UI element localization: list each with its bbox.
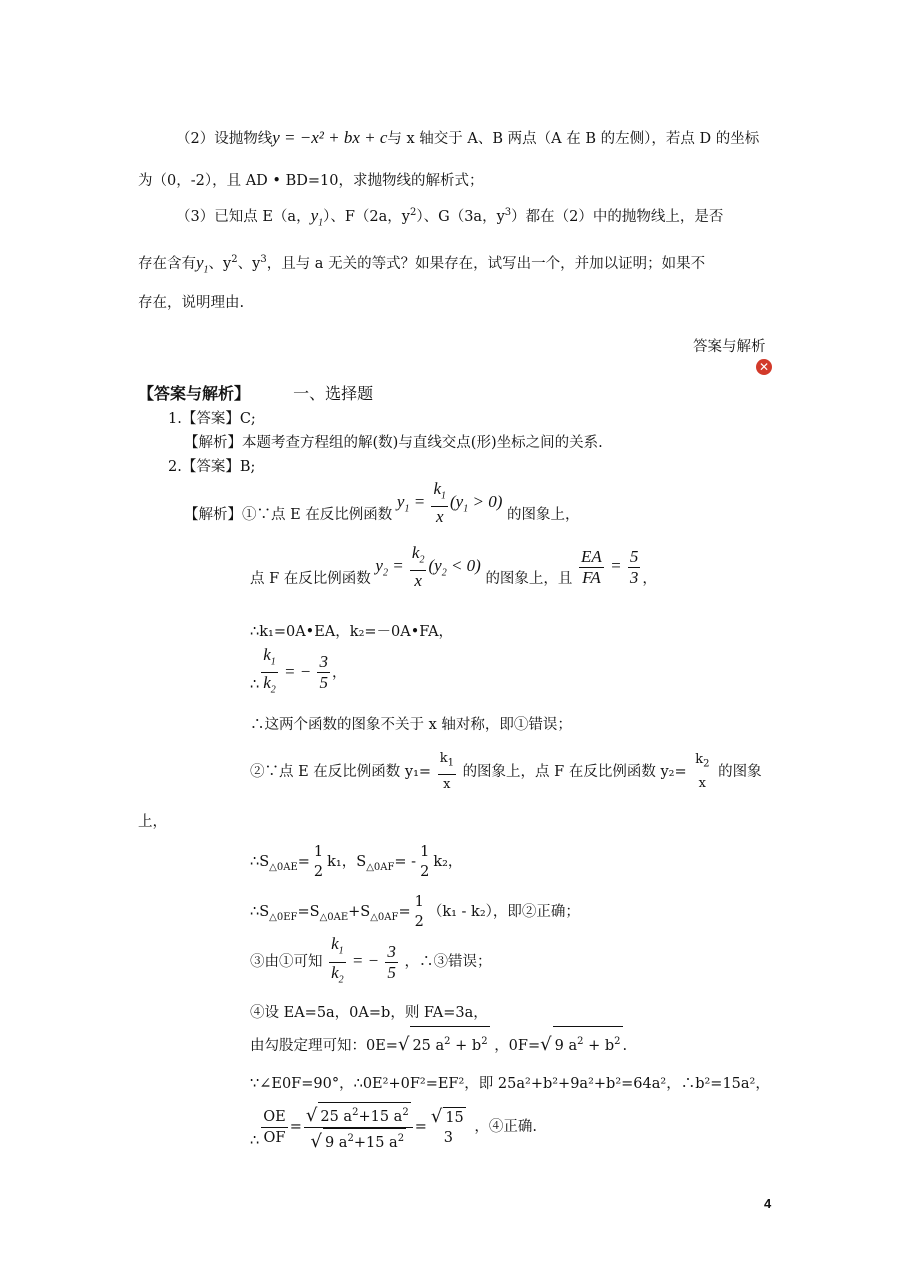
- a2-e8c: = -: [394, 854, 417, 870]
- q3-l2a: 存在含有: [138, 255, 196, 272]
- q2-line2: 为（0，-2），且 AD • BD=10，求抛物线的解析式；: [138, 173, 484, 189]
- q2-suffix: 与 x 轴交于 A、B 两点（A 在 B 的左侧），若点 D 的坐标: [387, 131, 760, 147]
- a2-e9d: （k₁ - k₂），即②正确；: [427, 904, 580, 920]
- a2-e1b: 的图象上，: [506, 507, 580, 523]
- answer2-line10: ③由①可知 $\frac{k_1}{k_2}$ = − $\frac{3}{5}$ ，∴③错误；: [250, 934, 492, 985]
- a2-e12b: ，0F=: [494, 1037, 541, 1054]
- answer2-number: 2.【答案】B;: [168, 459, 256, 475]
- close-icon[interactable]: ✕: [756, 359, 772, 375]
- answer2-line13: ∵∠E0F=90°，∴0E²+0F²=EF²，即 25a²+b²+9a²+b²=64a²，∴b²=15a²，: [250, 1076, 770, 1092]
- q3-l1b: ）、F（2a，y: [323, 208, 410, 225]
- q3-l1c: ）、G（3a，y: [416, 208, 505, 225]
- answer2-line6: ②∵点 E 在反比例函数 y₁= $\frac{k_1}{x}$ 的图象上，点 F 在反比例函数 y₂= $k_2$ x 的图象: [250, 751, 762, 792]
- a2-e8a: ∴S: [250, 854, 270, 870]
- q2-line1: [176, 128, 759, 149]
- answer2-line4: ∴ $\frac{k_1}{k_2}$ = − $\frac{3}{5}$ ，: [250, 645, 347, 696]
- a2-e8d: k₂，: [433, 854, 463, 870]
- q3-line2: 存在含有$y_1$、$y^2$、$y^3$，且与 a 无关的等式？如果存在，试写出一个，并加以证明；如果不: [138, 252, 706, 276]
- a2-e10a: ③由①可知: [250, 954, 323, 970]
- page-number: 4: [764, 1196, 772, 1211]
- section-title: [138, 384, 373, 404]
- section-subtitle: 一、选择题: [293, 384, 374, 403]
- answer1-explanation: 【解析】本题考查方程组的解(数)与直线交点(形)坐标之间的关系.: [184, 435, 603, 451]
- a2-e2b: 的图象上，且: [485, 571, 573, 587]
- answer2-line1: 【解析】①∵点 E 在反比例函数 $y_1$ = $\frac{k_1}{x}$ $(y_1 > 0)$ 的图象上，: [184, 478, 580, 527]
- q3-l1d: ）都在（2）中的抛物线上，是否: [511, 208, 724, 225]
- q2-prefix: （2）设抛物线: [176, 131, 273, 147]
- a2-e2a: 点 F 在反比例函数: [250, 571, 371, 587]
- answer2-line3: ∴k₁=0A•EA，k₂=－0A•FA，: [250, 624, 454, 640]
- a2-e6c: 的图象: [718, 764, 762, 780]
- answer2-line14: ∴ $\frac{OE}{OF}$ = $\frac{√ 25 a^2+15 a^2}{√ 9 a^2+15 a^2}$ = √ 15 3 ，④正确.: [250, 1098, 537, 1156]
- q3-l2b: 、y: [208, 255, 232, 272]
- answer2-line7: 上，: [138, 814, 167, 830]
- a2-e9b: =S: [297, 904, 320, 920]
- answer2-line5: ∴这两个函数的图象不关于 x 轴对称，即①错误；: [250, 717, 572, 733]
- q3-l2c: 、y: [237, 255, 261, 272]
- a2-e9a: ∴S: [250, 904, 270, 920]
- a2-e8b: k₁，S: [327, 854, 367, 870]
- q3-line1: （3）已知点 E（a，$y_1$）、F（2a，$y^2$）、G（3a，$y^3$）都在（2）中的抛物线上，是否: [176, 205, 724, 229]
- a2-e10b: ，∴③错误；: [404, 954, 492, 970]
- section-title-text: 【答案与解析】: [138, 384, 251, 403]
- answer2-line9: $\therefore S_{\triangle 0EF}=S_{\triangle 0AE}+S_{\triangle 0AF}=$ 1 2 （k₁ - k₂），即②正确；: [250, 894, 580, 930]
- q3-line3: 存在，说明理由.: [138, 295, 245, 311]
- q3-l1a: （3）已知点 E（a，: [176, 208, 311, 225]
- q3-l2d: ，且与 a 无关的等式？如果存在，试写出一个，并加以证明；如果不: [266, 255, 706, 272]
- a2-e9c: +S: [348, 904, 371, 920]
- answer2-line12: 由勾股定理可知：0E=√ 25 $a^2 + b^2$ ，0F=√ 9 $a^2 + b^2$ .: [250, 1026, 627, 1061]
- a2-e1a: 【解析】①∵点 E 在反比例函数: [184, 507, 393, 523]
- a2-e12a: 由勾股定理可知：0E=: [250, 1037, 398, 1054]
- a2-e6b: 的图象上，点 F 在反比例函数 y₂=: [462, 764, 687, 780]
- answer2-line11: ④设 EA=5a，0A=b，则 FA=3a，: [250, 1005, 488, 1021]
- answer2-line8: $\therefore S_{\triangle 0AE}=$ 1 2 k₁，$S_{\triangle 0AF}=$ - 1 2 k₂，: [250, 844, 463, 880]
- a2-e14b: ，④正确.: [474, 1119, 537, 1135]
- answer2-line2: 点 F 在反比例函数 $y_2$ = $\frac{k_2}{x}$ $(y_2 < 0)$ 的图象上，且 $\frac{EA}{FA}$ = $\frac{5}{3}$ ，: [250, 542, 657, 591]
- answer1-number: 1.【答案】C;: [168, 411, 256, 427]
- q2-formula: y = −x² + bx + c: [272, 128, 388, 147]
- a2-e6a: ②∵点 E 在反比例函数 y₁=: [250, 764, 432, 780]
- answer-link[interactable]: 答案与解析: [693, 339, 766, 355]
